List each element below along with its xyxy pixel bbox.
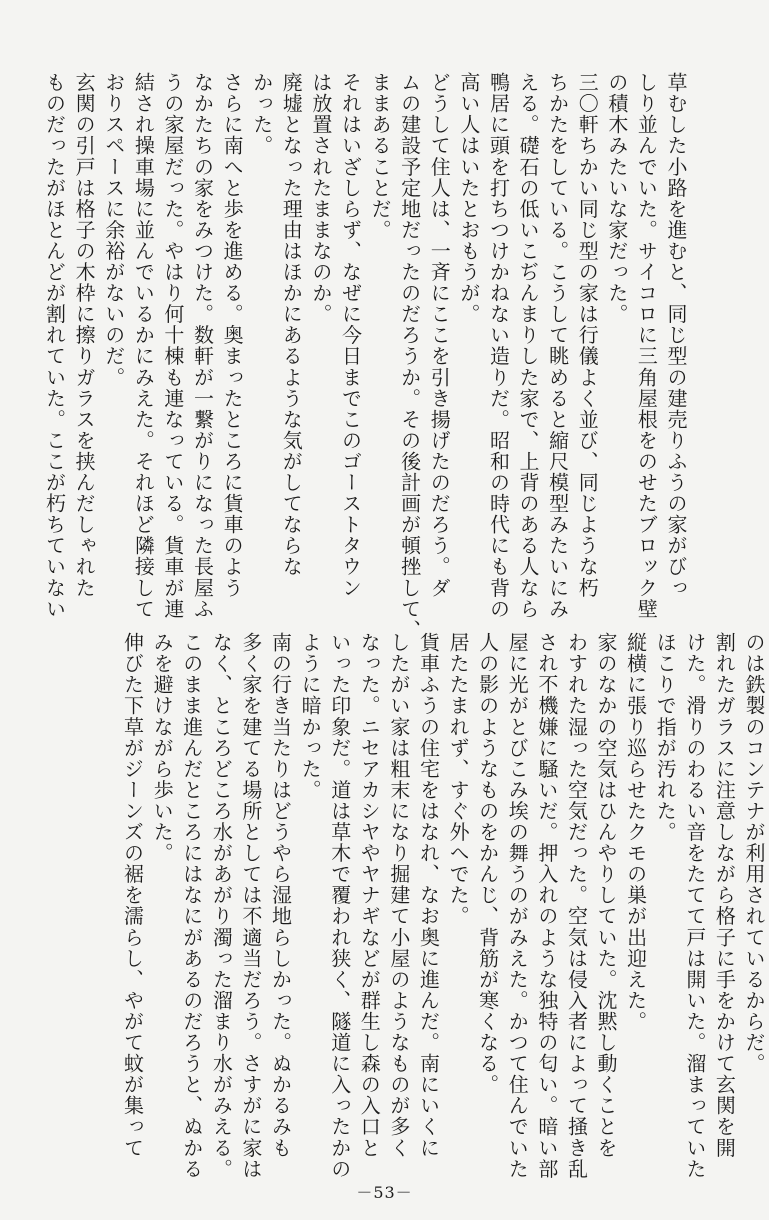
text-line: 屋に光がとびこみ埃の舞うのがみえた。かつて住んでいた <box>505 632 530 1180</box>
text-line: の積木みたいな家だった。 <box>604 72 629 325</box>
text-line: このまま進んだところにはなにがあるのだろうと、ぬかる <box>179 632 204 1180</box>
text-line: しり並んでいた。サイコロに三角屋根をのせたブロック壁 <box>634 72 659 620</box>
text-line: 伸びた下草がジーンズの裾を濡らし、やがて蚊が集って <box>120 632 145 1159</box>
text-line: わすれた湿った空気だった。空気は侵入者によって掻き乱 <box>564 632 589 1180</box>
page-number: －53－ <box>356 1183 413 1202</box>
text-line: 結され操車場に並んでいるかにみえた。それほど隣接して <box>131 72 156 620</box>
text-line: 居たたまれず、すぐ外へでた。 <box>446 632 471 927</box>
text-line: うの家屋だった。やはり何十棟も連なっている。貨車が連 <box>160 72 185 620</box>
text-line: ちかたをしている。こうして眺めると縮尺模型みたいにみ <box>545 72 570 620</box>
top-text-block <box>22 72 690 641</box>
text-line: なかたちの家をみつけた。数軒が一繋がりになった長屋ふ <box>190 72 215 620</box>
bottom-text-block <box>46 632 768 1180</box>
text-line: おりスペースに余裕がないのだ。 <box>101 72 126 388</box>
text-line: けた。滑りのわるい音をたてて戸は開いた。溜まっていた <box>682 632 707 1180</box>
text-line: 人の影のようなものをかんじ、背筋が寒くなる。 <box>475 632 500 1096</box>
text-line: され不機嫌に騒いだ。押入れのような独特の匂い。暗い部 <box>534 632 559 1180</box>
text-line: 玄関の引戸は格子の木枠に擦りガラスを挟んだしゃれた <box>72 72 97 599</box>
text-line: どうして住人は、一斉にここを引き揚げたのだろう。ダ <box>427 72 452 599</box>
text-line: のは鉄製のコンテナが利用されているからだ。 <box>742 632 766 1075</box>
text-line: 三〇軒ちかい同じ型の家は行儀よく並び、同じような朽 <box>575 72 600 599</box>
text-line: ように暗かった。 <box>298 632 323 801</box>
text-line: は放置されたままなのか。 <box>308 72 333 325</box>
text-line: いった印象だ。道は草木で覆われ狭く、隧道に入ったかの <box>327 632 352 1180</box>
text-line: ほこりで指が汚れた。 <box>653 632 678 843</box>
text-line: みを避けながら歩いた。 <box>150 632 175 864</box>
text-line: 貨車ふうの住宅をはなれ、なお奥に進んだ。南にいくに <box>416 632 441 1159</box>
text-line: 高い人はいたとおもうが。 <box>456 72 481 325</box>
text-line: かった。 <box>249 72 274 157</box>
text-line: 多く家を建てる場所としては不適当だろう。さすがに家は <box>238 632 263 1180</box>
text-line: 廃墟となった理由はほかにあるような気がしてならな <box>279 72 304 578</box>
text-line: ムの建設予定地だったのだろうか。その後計画が頓挫して、 <box>397 72 422 641</box>
text-line: える。礎石の低いこぢんまりした家で、上背のある人なら <box>516 72 541 620</box>
text-line: ままあることだ。 <box>368 72 393 241</box>
text-line: 南の行き当たりはどうやら湿地らしかった。ぬかるみも <box>268 632 293 1159</box>
text-line: 縦横に張り巡らせたクモの巣が出迎えた。 <box>623 632 648 1032</box>
text-line: さらに南へと歩を進める。奥まったところに貨車のよう <box>220 72 245 599</box>
text-line: なった。ニセアカシヤやヤナギなどが群生し森の入口と <box>357 632 382 1159</box>
text-line: 割れたガラスに注意しながら格子に手をかけて玄関を開 <box>712 632 737 1159</box>
text-line: 家のなかの空気はひんやりしていた。沈黙し動くことを <box>594 632 619 1159</box>
text-line: 草むした小路を進むと、同じ型の建売りふうの家がびっ <box>664 72 688 599</box>
text-line: したがい家は粗末になり掘建て小屋のようなものが多く <box>386 632 411 1159</box>
text-line: なく、ところどころ水があがり濁った溜まり水がみえる。 <box>209 632 234 1180</box>
text-line: ものだったがほとんどが割れていた。ここが朽ちていない <box>42 72 67 620</box>
text-line: それはいざしらず、なぜに今日までこのゴーストタウン <box>338 72 363 599</box>
text-line: 鴨居に頭を打ちつけかねない造りだ。昭和の時代にも背の <box>486 72 511 620</box>
